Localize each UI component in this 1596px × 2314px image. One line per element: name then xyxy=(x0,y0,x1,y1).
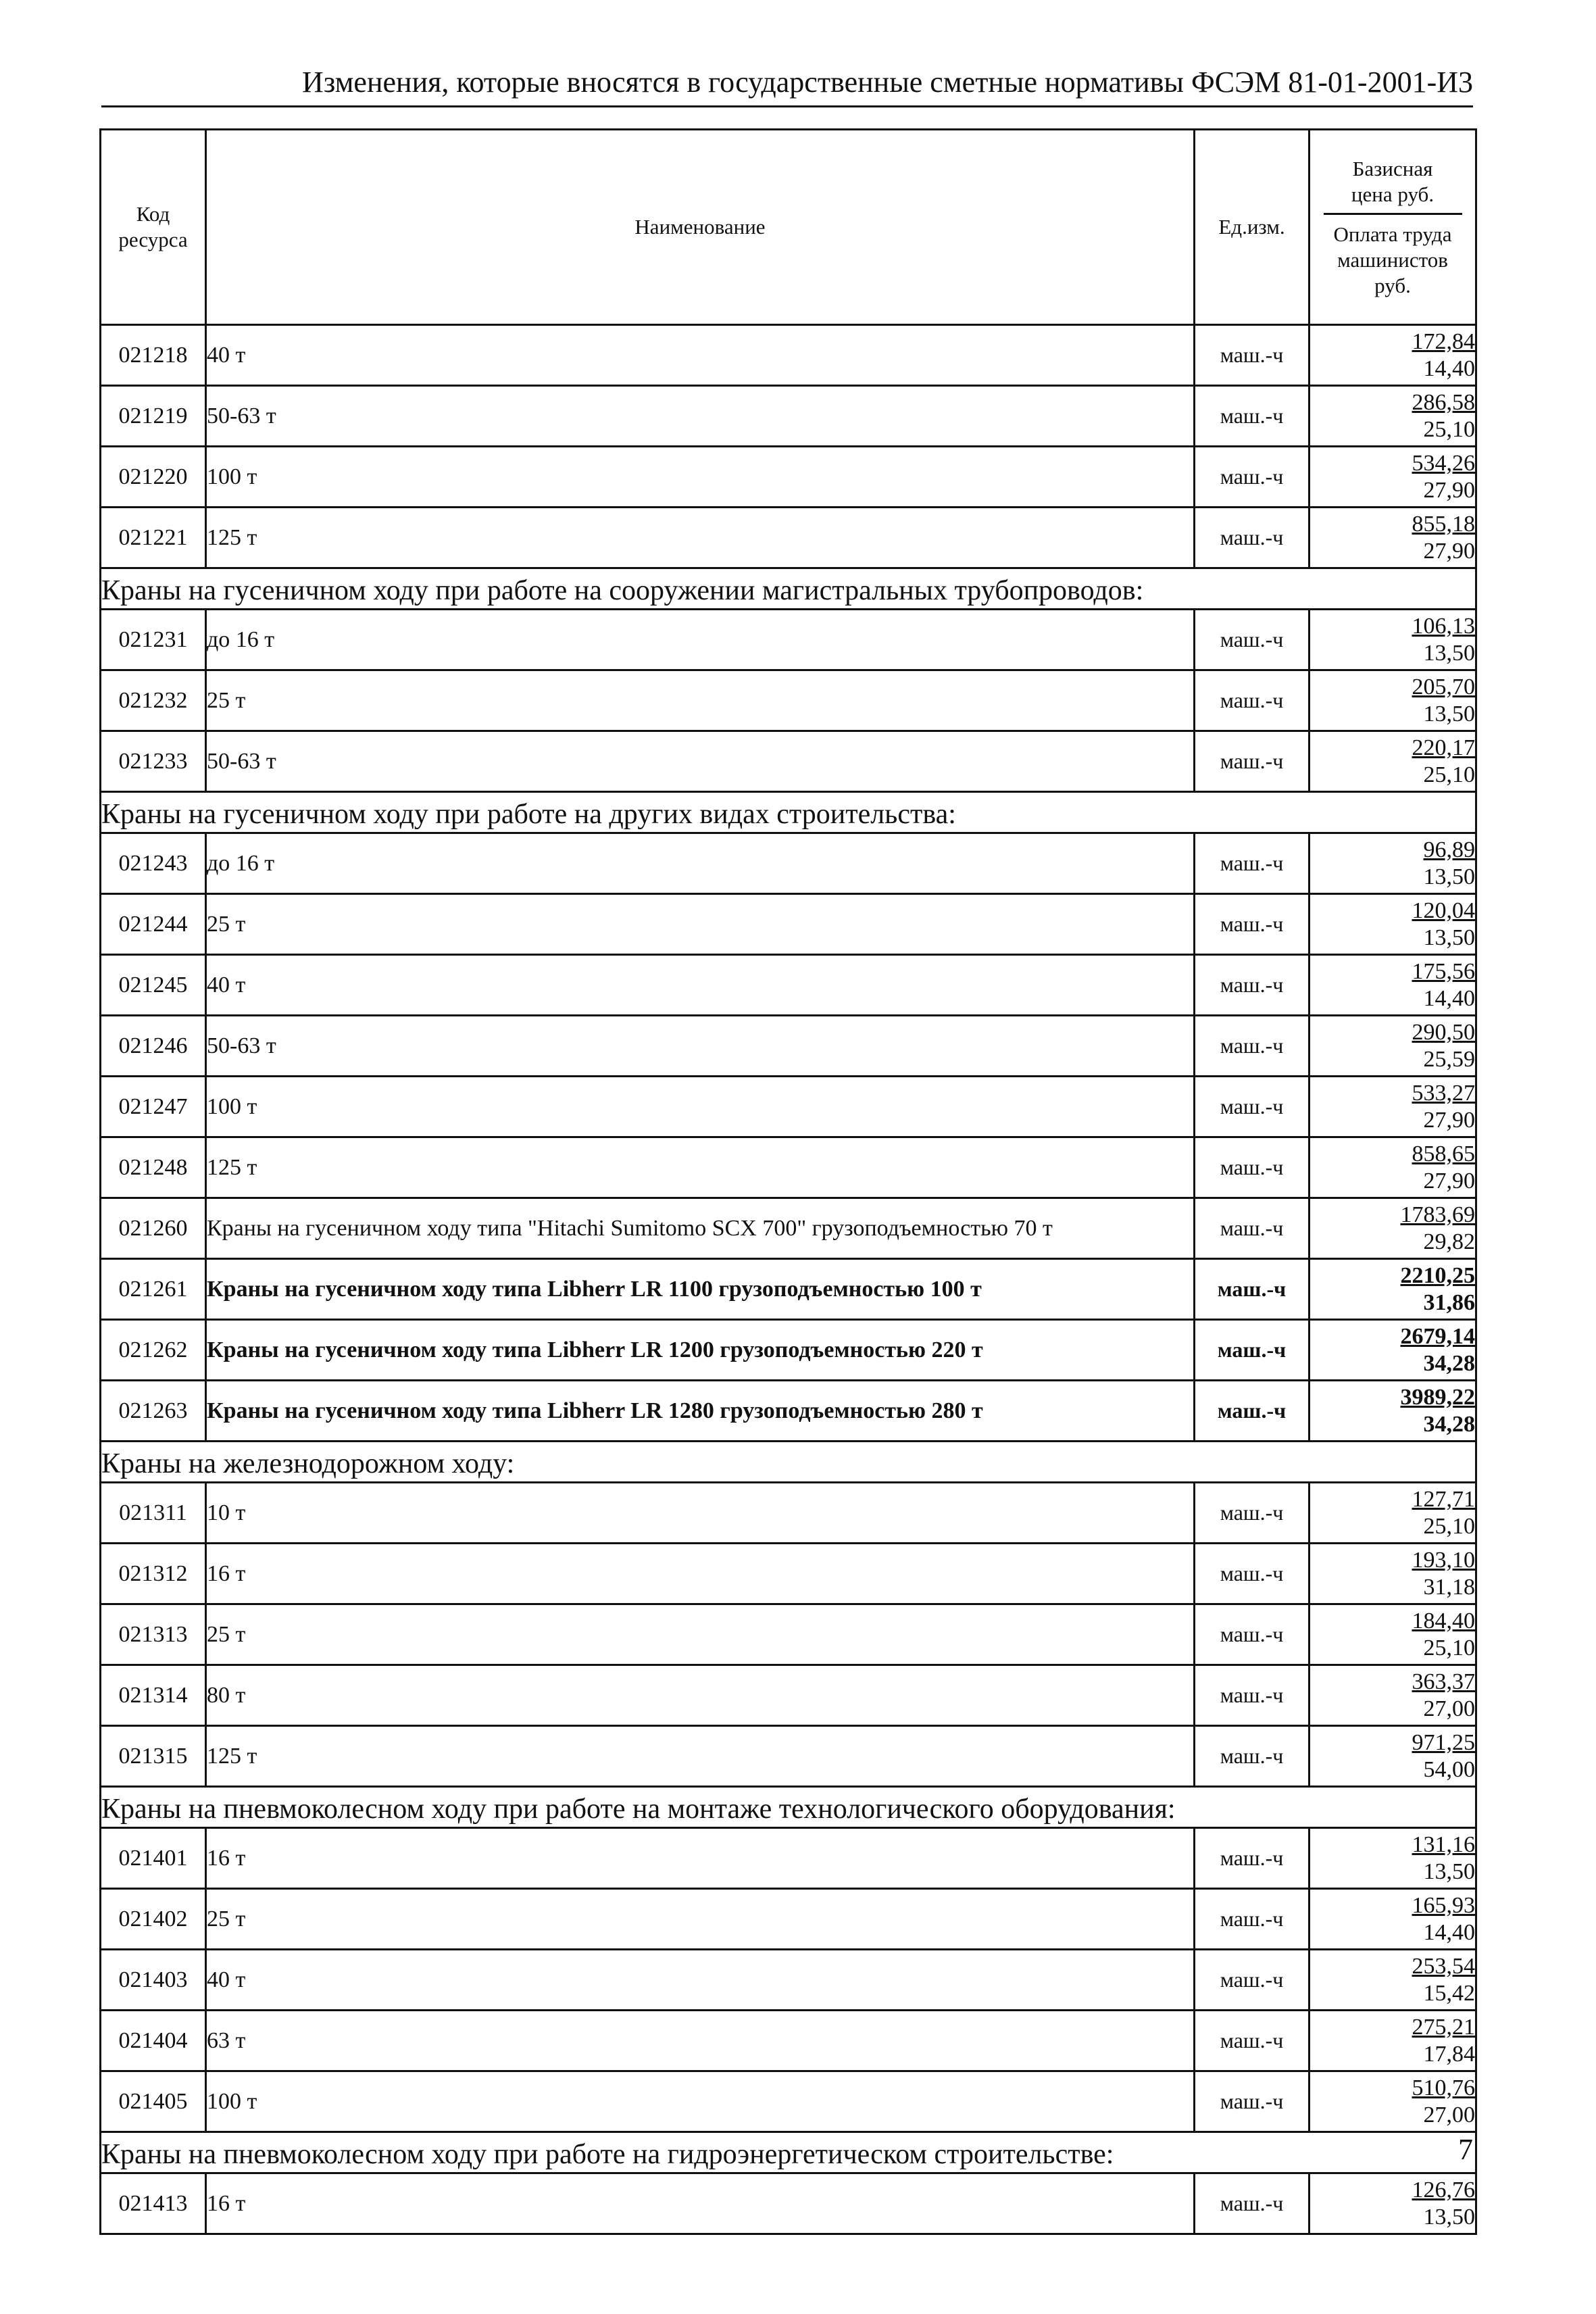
resource-name: 25 т xyxy=(206,1889,1195,1950)
price-cell xyxy=(1310,955,1476,1016)
operator-wage: 17,84 xyxy=(1423,2041,1475,2067)
unit-of-measure: маш.-ч xyxy=(1195,1950,1310,2011)
table-row xyxy=(101,1077,1476,1137)
table-row xyxy=(101,894,1476,955)
base-price: 275,21 xyxy=(1412,2014,1475,2040)
table-row xyxy=(101,1259,1476,1320)
section-title: Краны на пневмоколесном ходу при работе на гидроэнергетическом строительстве: xyxy=(101,2132,1476,2173)
operator-wage: 27,90 xyxy=(1423,477,1475,503)
unit-of-measure: маш.-ч xyxy=(1195,1320,1310,1381)
operator-wage: 25,10 xyxy=(1423,762,1475,787)
table-row xyxy=(101,386,1476,447)
header-name: Наименование xyxy=(206,130,1195,325)
price-cell xyxy=(1310,2011,1476,2071)
base-price: 510,76 xyxy=(1412,2075,1475,2100)
unit-of-measure: маш.-ч xyxy=(1195,833,1310,894)
table-row xyxy=(101,1889,1476,1950)
table-row xyxy=(101,1381,1476,1442)
operator-wage: 31,86 xyxy=(1423,1289,1475,1315)
section-title: Краны на гусеничном ходу при работе на сооружении магистральных трубопроводов: xyxy=(101,568,1476,610)
operator-wage: 13,50 xyxy=(1423,1858,1475,1884)
resource-name: 100 т xyxy=(206,2071,1195,2132)
unit-of-measure: маш.-ч xyxy=(1195,325,1310,386)
resource-code: 021243 xyxy=(101,833,206,894)
header-price-base: Базисная цена руб. xyxy=(1351,156,1435,206)
unit-of-measure: маш.-ч xyxy=(1195,1381,1310,1442)
table-row xyxy=(101,447,1476,508)
operator-wage: 54,00 xyxy=(1423,1756,1475,1782)
table-row xyxy=(101,1665,1476,1726)
price-cell xyxy=(1310,508,1476,568)
price-cell xyxy=(1310,2173,1476,2234)
section-title: Краны на железнодорожном ходу: xyxy=(101,1442,1476,1483)
price-cell xyxy=(1310,325,1476,386)
operator-wage: 14,40 xyxy=(1423,355,1475,381)
resource-code: 021231 xyxy=(101,610,206,670)
header-price-wage: Оплата труда машинистов руб. xyxy=(1333,222,1452,297)
section-title: Краны на гусеничном ходу при работе на других видах строительства: xyxy=(101,792,1476,833)
price-cell xyxy=(1310,447,1476,508)
resource-code: 021263 xyxy=(101,1381,206,1442)
section-row xyxy=(101,1442,1476,1483)
resource-code: 021315 xyxy=(101,1726,206,1787)
table-row xyxy=(101,1016,1476,1077)
price-cell xyxy=(1310,1137,1476,1198)
price-cell xyxy=(1310,1259,1476,1320)
base-price: 253,54 xyxy=(1412,1953,1475,1979)
resource-code: 021245 xyxy=(101,955,206,1016)
resource-code: 021247 xyxy=(101,1077,206,1137)
resource-code: 021403 xyxy=(101,1950,206,2011)
base-price: 2210,25 xyxy=(1400,1262,1475,1288)
operator-wage: 13,50 xyxy=(1423,2204,1475,2230)
base-price: 172,84 xyxy=(1412,328,1475,354)
base-price: 205,70 xyxy=(1412,674,1475,699)
resource-code: 021248 xyxy=(101,1137,206,1198)
resource-code: 021314 xyxy=(101,1665,206,1726)
price-cell xyxy=(1310,610,1476,670)
unit-of-measure: маш.-ч xyxy=(1195,894,1310,955)
unit-of-measure: маш.-ч xyxy=(1195,1259,1310,1320)
resource-code: 021232 xyxy=(101,670,206,731)
price-cell xyxy=(1310,1483,1476,1544)
operator-wage: 25,59 xyxy=(1423,1046,1475,1072)
table-row xyxy=(101,833,1476,894)
table-row xyxy=(101,1604,1476,1665)
resource-code: 021312 xyxy=(101,1544,206,1604)
operator-wage: 14,40 xyxy=(1423,985,1475,1011)
resource-name: 125 т xyxy=(206,1726,1195,1787)
price-cell xyxy=(1310,1889,1476,1950)
price-table xyxy=(99,128,1477,2235)
table-row xyxy=(101,508,1476,568)
table-row xyxy=(101,1544,1476,1604)
operator-wage: 31,18 xyxy=(1423,1574,1475,1600)
resource-code: 021401 xyxy=(101,1828,206,1889)
header-unit: Ед.изм. xyxy=(1195,130,1310,325)
resource-name: 40 т xyxy=(206,955,1195,1016)
price-cell xyxy=(1310,1016,1476,1077)
price-cell xyxy=(1310,1950,1476,2011)
resource-name: Краны на гусеничном ходу типа Libherr LR 1200 грузоподъемностью 220 т xyxy=(206,1320,1195,1381)
table-row xyxy=(101,2173,1476,2234)
resource-code: 021246 xyxy=(101,1016,206,1077)
price-cell xyxy=(1310,1077,1476,1137)
unit-of-measure: маш.-ч xyxy=(1195,447,1310,508)
resource-name: 63 т xyxy=(206,2011,1195,2071)
resource-name: до 16 т xyxy=(206,833,1195,894)
resource-name: Краны на гусеничном ходу типа Libherr LR 1100 грузоподъемностью 100 т xyxy=(206,1259,1195,1320)
operator-wage: 34,28 xyxy=(1423,1411,1475,1437)
resource-code: 021404 xyxy=(101,2011,206,2071)
base-price: 193,10 xyxy=(1412,1547,1475,1573)
operator-wage: 14,40 xyxy=(1423,1919,1475,1945)
section-title: Краны на пневмоколесном ходу при работе на монтаже технологического оборудования: xyxy=(101,1787,1476,1828)
resource-code: 021262 xyxy=(101,1320,206,1381)
price-cell xyxy=(1310,1726,1476,1787)
table-row xyxy=(101,1483,1476,1544)
resource-code: 021402 xyxy=(101,1889,206,1950)
header-price xyxy=(1310,130,1476,325)
operator-wage: 13,50 xyxy=(1423,701,1475,727)
base-price: 1783,69 xyxy=(1400,1202,1475,1227)
price-cell xyxy=(1310,1665,1476,1726)
operator-wage: 27,90 xyxy=(1423,1107,1475,1133)
base-price: 120,04 xyxy=(1412,897,1475,923)
resource-name: 25 т xyxy=(206,894,1195,955)
unit-of-measure: маш.-ч xyxy=(1195,670,1310,731)
operator-wage: 34,28 xyxy=(1423,1350,1475,1376)
operator-wage: 13,50 xyxy=(1423,640,1475,666)
operator-wage: 25,10 xyxy=(1423,1635,1475,1660)
base-price: 165,93 xyxy=(1412,1892,1475,1918)
resource-name: 80 т xyxy=(206,1665,1195,1726)
header-rule xyxy=(101,105,1473,107)
table-row xyxy=(101,2071,1476,2132)
section-row xyxy=(101,2132,1476,2173)
unit-of-measure: маш.-ч xyxy=(1195,1828,1310,1889)
resource-code: 021260 xyxy=(101,1198,206,1259)
operator-wage: 29,82 xyxy=(1423,1229,1475,1254)
section-row xyxy=(101,792,1476,833)
price-cell xyxy=(1310,670,1476,731)
unit-of-measure: маш.-ч xyxy=(1195,2071,1310,2132)
section-row xyxy=(101,568,1476,610)
unit-of-measure: маш.-ч xyxy=(1195,955,1310,1016)
resource-name: 50-63 т xyxy=(206,731,1195,792)
resource-name: 100 т xyxy=(206,447,1195,508)
table-row xyxy=(101,610,1476,670)
resource-code: 021220 xyxy=(101,447,206,508)
resource-name: 40 т xyxy=(206,325,1195,386)
price-cell xyxy=(1310,833,1476,894)
resource-code: 021219 xyxy=(101,386,206,447)
unit-of-measure: маш.-ч xyxy=(1195,508,1310,568)
header-code-label: Код ресурса xyxy=(118,202,188,251)
price-cell xyxy=(1310,731,1476,792)
price-cell xyxy=(1310,894,1476,955)
resource-name: 25 т xyxy=(206,670,1195,731)
resource-code: 021233 xyxy=(101,731,206,792)
resource-code: 021405 xyxy=(101,2071,206,2132)
table-row xyxy=(101,955,1476,1016)
resource-name: до 16 т xyxy=(206,610,1195,670)
table-body xyxy=(101,325,1476,2234)
base-price: 184,40 xyxy=(1412,1608,1475,1633)
base-price: 286,58 xyxy=(1412,389,1475,415)
base-price: 290,50 xyxy=(1412,1019,1475,1045)
price-cell xyxy=(1310,1828,1476,1889)
resource-name: 40 т xyxy=(206,1950,1195,2011)
base-price: 971,25 xyxy=(1412,1729,1475,1755)
base-price: 363,37 xyxy=(1412,1669,1475,1694)
unit-of-measure: маш.-ч xyxy=(1195,1483,1310,1544)
unit-of-measure: маш.-ч xyxy=(1195,610,1310,670)
price-cell xyxy=(1310,1381,1476,1442)
section-row xyxy=(101,1787,1476,1828)
unit-of-measure: маш.-ч xyxy=(1195,1198,1310,1259)
unit-of-measure: маш.-ч xyxy=(1195,1604,1310,1665)
price-cell xyxy=(1310,386,1476,447)
operator-wage: 25,10 xyxy=(1423,1513,1475,1539)
base-price: 106,13 xyxy=(1412,613,1475,639)
resource-name: 25 т xyxy=(206,1604,1195,1665)
operator-wage: 13,50 xyxy=(1423,925,1475,950)
operator-wage: 27,90 xyxy=(1423,538,1475,564)
table-row xyxy=(101,325,1476,386)
base-price: 858,65 xyxy=(1412,1141,1475,1166)
unit-of-measure: маш.-ч xyxy=(1195,386,1310,447)
operator-wage: 25,10 xyxy=(1423,416,1475,442)
table-row xyxy=(101,1320,1476,1381)
resource-name: 50-63 т xyxy=(206,1016,1195,1077)
table-row xyxy=(101,1198,1476,1259)
unit-of-measure: маш.-ч xyxy=(1195,2011,1310,2071)
price-cell xyxy=(1310,2071,1476,2132)
table-row xyxy=(101,1137,1476,1198)
price-cell xyxy=(1310,1544,1476,1604)
base-price: 126,76 xyxy=(1412,2177,1475,2202)
resource-name: 100 т xyxy=(206,1077,1195,1137)
header-price-divider xyxy=(1324,213,1462,215)
operator-wage: 27,90 xyxy=(1423,1168,1475,1193)
resource-name: 16 т xyxy=(206,2173,1195,2234)
unit-of-measure: маш.-ч xyxy=(1195,1726,1310,1787)
operator-wage: 27,00 xyxy=(1423,2102,1475,2127)
resource-name: Краны на гусеничном ходу типа "Hitachi Sumitomo SCX 700" грузоподъемностью 70 т xyxy=(206,1198,1195,1259)
resource-name: 16 т xyxy=(206,1828,1195,1889)
base-price: 127,71 xyxy=(1412,1486,1475,1512)
resource-code: 021313 xyxy=(101,1604,206,1665)
resource-name: 125 т xyxy=(206,1137,1195,1198)
table-row xyxy=(101,670,1476,731)
base-price: 534,26 xyxy=(1412,450,1475,476)
unit-of-measure: маш.-ч xyxy=(1195,1665,1310,1726)
operator-wage: 15,42 xyxy=(1423,1980,1475,2006)
unit-of-measure: маш.-ч xyxy=(1195,1077,1310,1137)
resource-code: 021218 xyxy=(101,325,206,386)
resource-code: 021311 xyxy=(101,1483,206,1544)
resource-name: 125 т xyxy=(206,508,1195,568)
resource-name: Краны на гусеничном ходу типа Libherr LR 1280 грузоподъемностью 280 т xyxy=(206,1381,1195,1442)
base-price: 175,56 xyxy=(1412,958,1475,984)
table-row xyxy=(101,731,1476,792)
resource-code: 021261 xyxy=(101,1259,206,1320)
operator-wage: 27,00 xyxy=(1423,1696,1475,1721)
unit-of-measure: маш.-ч xyxy=(1195,1544,1310,1604)
resource-code: 021221 xyxy=(101,508,206,568)
page-number: 7 xyxy=(1458,2133,1473,2166)
table-row xyxy=(101,1726,1476,1787)
header-code xyxy=(101,130,206,325)
base-price: 131,16 xyxy=(1412,1831,1475,1857)
base-price: 855,18 xyxy=(1412,511,1475,537)
table-row xyxy=(101,1828,1476,1889)
unit-of-measure: маш.-ч xyxy=(1195,1137,1310,1198)
table-header-row xyxy=(101,130,1476,325)
price-cell xyxy=(1310,1320,1476,1381)
base-price: 96,89 xyxy=(1423,837,1475,862)
operator-wage: 13,50 xyxy=(1423,864,1475,889)
price-cell xyxy=(1310,1604,1476,1665)
unit-of-measure: маш.-ч xyxy=(1195,2173,1310,2234)
resource-name: 50-63 т xyxy=(206,386,1195,447)
table-row xyxy=(101,2011,1476,2071)
resource-code: 021413 xyxy=(101,2173,206,2234)
table-row xyxy=(101,1950,1476,2011)
price-cell xyxy=(1310,1198,1476,1259)
unit-of-measure: маш.-ч xyxy=(1195,1889,1310,1950)
page-header: Изменения, которые вносятся в государственные сметные нормативы ФСЭМ 81-01-2001-И3 xyxy=(302,66,1473,99)
base-price: 220,17 xyxy=(1412,735,1475,760)
unit-of-measure: маш.-ч xyxy=(1195,1016,1310,1077)
resource-name: 16 т xyxy=(206,1544,1195,1604)
resource-code: 021244 xyxy=(101,894,206,955)
base-price: 533,27 xyxy=(1412,1080,1475,1106)
base-price: 3989,22 xyxy=(1400,1384,1475,1410)
base-price: 2679,14 xyxy=(1400,1323,1475,1349)
resource-name: 10 т xyxy=(206,1483,1195,1544)
unit-of-measure: маш.-ч xyxy=(1195,731,1310,792)
